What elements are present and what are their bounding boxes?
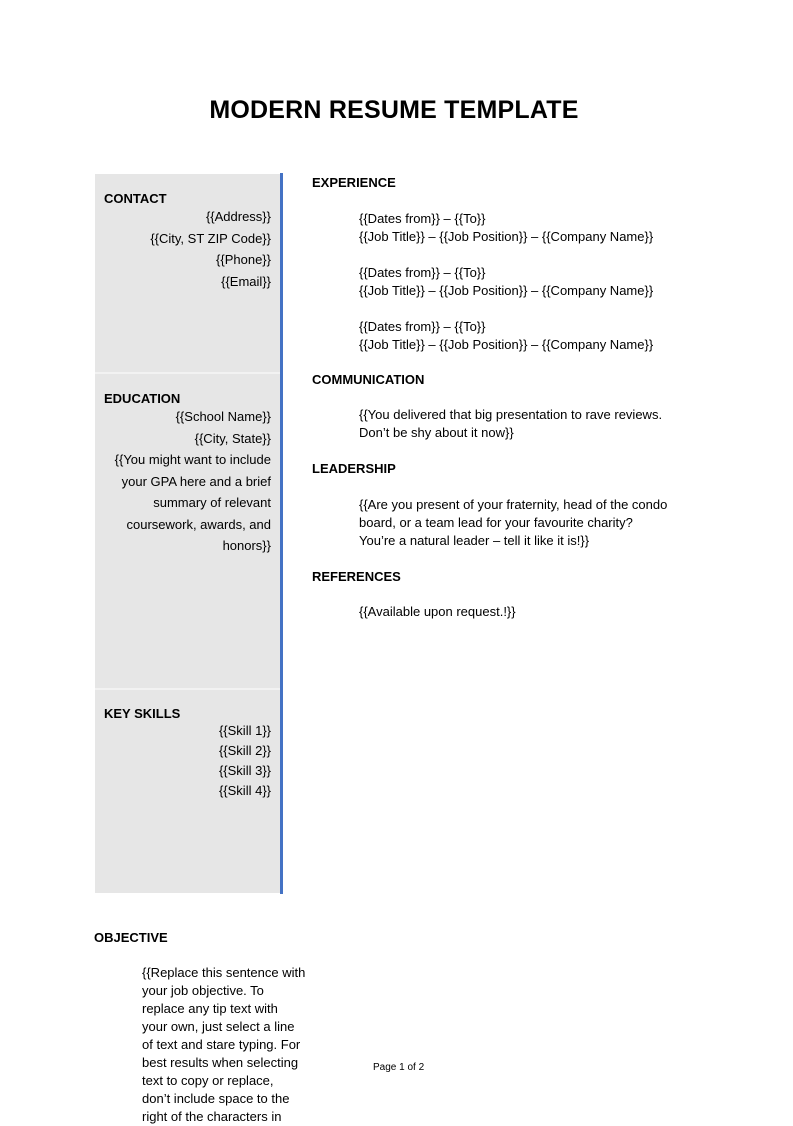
contact-address: {{Address}} bbox=[205, 209, 271, 224]
objective-line: don’t include space to the bbox=[142, 1091, 290, 1106]
contact-email: {{Email}} bbox=[221, 273, 271, 289]
leadership-text bbox=[359, 496, 667, 550]
contact-heading: CONTACT bbox=[104, 191, 167, 206]
references-line: {{Available upon request.!}} bbox=[359, 604, 516, 619]
education-line: honors}} bbox=[222, 538, 271, 553]
references-text bbox=[359, 603, 516, 621]
objective-line: best results when selecting bbox=[142, 1055, 299, 1070]
education-heading: EDUCATION bbox=[104, 391, 181, 406]
accent-divider-line bbox=[280, 173, 283, 894]
experience-entry bbox=[359, 264, 653, 318]
page-number: Page 1 of 2 bbox=[373, 1062, 425, 1073]
experience-role: {{Job Title}} – {{Job Position}} – {{Company Name}} bbox=[359, 229, 654, 244]
education-list bbox=[91, 406, 271, 557]
communication-line: Don’t be shy about it now}} bbox=[359, 425, 514, 440]
experience-entry bbox=[359, 210, 653, 264]
education-line: coursework, awards, and bbox=[126, 516, 271, 532]
skill-item: {{Skill 2}} bbox=[218, 743, 271, 758]
leadership-line: board, or a team lead for your favourite charity? bbox=[359, 515, 633, 530]
education-line: {{You might want to include bbox=[114, 452, 271, 467]
section-divider bbox=[95, 372, 280, 374]
experience-dates: {{Dates from}} – {{To}} bbox=[359, 319, 486, 334]
experience-role: {{Job Title}} – {{Job Position}} – {{Company Name}} bbox=[359, 337, 654, 352]
leadership-heading: LEADERSHIP bbox=[312, 461, 396, 476]
education-line: summary of relevant bbox=[153, 495, 271, 510]
objective-line: your own, just select a line bbox=[142, 1019, 295, 1034]
communication-line: {{You delivered that big presentation to rave reviews. bbox=[359, 407, 663, 422]
page-title: MODERN RESUME TEMPLATE bbox=[209, 96, 579, 124]
experience-role: {{Job Title}} – {{Job Position}} – {{Company Name}} bbox=[359, 283, 654, 298]
objective-line: text to copy or replace, bbox=[142, 1073, 274, 1088]
education-line: your GPA here and a brief bbox=[121, 473, 271, 489]
experience-entry bbox=[359, 318, 653, 372]
education-line: {{City, State}} bbox=[194, 430, 271, 446]
section-divider bbox=[95, 688, 280, 690]
objective-heading: OBJECTIVE bbox=[94, 930, 168, 945]
objective-text bbox=[142, 964, 314, 1126]
communication-text bbox=[359, 406, 662, 442]
objective-line: {{Replace this sentence with bbox=[142, 965, 306, 980]
education-line: {{School Name}} bbox=[175, 409, 271, 424]
experience-list bbox=[359, 210, 653, 372]
skill-item: {{Skill 1}} bbox=[218, 723, 271, 738]
skill-item: {{Skill 3}} bbox=[218, 763, 271, 778]
contact-list bbox=[91, 206, 271, 292]
objective-line: right of the characters in bbox=[142, 1109, 282, 1124]
skill-item: {{Skill 4}} bbox=[218, 783, 271, 798]
communication-heading: COMMUNICATION bbox=[312, 372, 425, 387]
contact-phone: {{Phone}} bbox=[216, 252, 271, 267]
contact-city: {{City, ST ZIP Code}} bbox=[150, 230, 271, 246]
experience-dates: {{Dates from}} – {{To}} bbox=[359, 211, 486, 226]
skills-heading: KEY SKILLS bbox=[104, 706, 181, 721]
objective-line: of text and stare typing. For bbox=[142, 1037, 301, 1052]
references-heading: REFERENCES bbox=[312, 569, 401, 584]
experience-dates: {{Dates from}} – {{To}} bbox=[359, 265, 486, 280]
leadership-line: You’re a natural leader – tell it like it is!}} bbox=[359, 533, 590, 548]
skills-list bbox=[91, 721, 271, 801]
objective-line: replace any tip text with bbox=[142, 1001, 278, 1016]
experience-heading: EXPERIENCE bbox=[312, 175, 396, 190]
leadership-line: {{Are you present of your fraternity, head of the condo bbox=[359, 497, 668, 512]
objective-line: your job objective. To bbox=[142, 983, 264, 998]
